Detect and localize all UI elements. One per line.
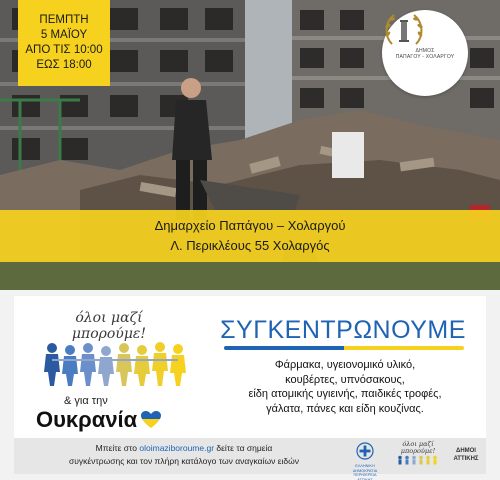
footer-line-1 bbox=[24, 442, 344, 455]
dimoi-line: ΔΗΜΟΙ bbox=[456, 448, 476, 454]
mini-people-chain-icon bbox=[396, 455, 440, 465]
laurel-column-icon bbox=[382, 10, 426, 50]
date-line-date: 5 ΜΑΪΟΥ bbox=[40, 29, 88, 41]
date-line-from: ΑΠΟ ΤΙΣ 10:00 bbox=[25, 44, 103, 56]
footer-bar bbox=[14, 438, 486, 480]
mini-slogan-line: όλοι μαζί bbox=[402, 440, 434, 448]
collected-items-list bbox=[210, 358, 480, 416]
campaign-section bbox=[0, 290, 500, 480]
logo-caption-line: ΔΗΜΟΣ bbox=[415, 48, 435, 54]
ukraine-title bbox=[36, 407, 161, 433]
region-attica-caption bbox=[346, 464, 384, 480]
items-line: κουβέρτες, υπνόσακους, bbox=[285, 373, 405, 386]
location-address: Λ. Περικλέους 55 Χολαργός bbox=[170, 238, 330, 253]
date-line-until: ΕΩΣ 18:00 bbox=[36, 59, 92, 71]
event-location-box bbox=[0, 210, 500, 262]
campaign-card bbox=[14, 296, 486, 480]
for-the-label: & για την bbox=[64, 395, 108, 407]
dimoi-line: ΑΤΤΙΚΗΣ bbox=[453, 455, 479, 462]
slogan-line: μπορούμε! bbox=[71, 326, 147, 342]
ukraine-heart-icon bbox=[141, 411, 161, 429]
date-line-day: ΠΕΜΠΤΗ bbox=[39, 14, 89, 26]
gov-caption-line: ΠΕΡΙΦΕΡΕΙΑ ΑΤΤΙΚΗΣ bbox=[353, 473, 377, 480]
collect-title: ΣΥΓΚΕΝΤΡΩΝΟΥΜΕ bbox=[220, 316, 466, 344]
region-attica-logo bbox=[346, 442, 384, 480]
footer-line-2: συγκέντρωσης και τον πλήρη κατάλογο των αναγκαίων ειδών bbox=[68, 456, 300, 466]
location-venue: Δημαρχείο Παπάγου – Χολαργού bbox=[154, 218, 346, 233]
items-line: είδη ατομικής υγιεινής, παιδικές τροφές, bbox=[248, 388, 442, 400]
footer-line-1-suffix: δείτε τα σημεία bbox=[214, 443, 273, 453]
event-date-box bbox=[18, 0, 110, 86]
items-line: Φάρμακα, υγειονομικό υλικό, bbox=[274, 359, 416, 371]
slogan-line: όλοι μαζί bbox=[75, 310, 143, 326]
footer-line-1-prefix: Μπείτε στο bbox=[95, 443, 140, 453]
municipality-logo bbox=[382, 10, 468, 96]
ukraine-label: Ουκρανία bbox=[36, 407, 138, 432]
people-chain-icon bbox=[42, 338, 192, 388]
items-line: γάλατα, πάνες και είδη κουζίνας. bbox=[266, 402, 424, 415]
website-link[interactable]: oloimaziboroume.gr bbox=[139, 443, 215, 453]
logo-caption-line: ΠΑΠΑΓΟΥ - ΧΟΛΑΡΓΟΥ bbox=[395, 54, 455, 60]
collect-title-underline bbox=[224, 346, 464, 350]
footer-info-text bbox=[24, 442, 344, 468]
gov-caption-line: ΕΛΛΗΝΙΚΗ ΔΗΜΟΚΡΑΤΙΑ bbox=[352, 464, 378, 473]
greek-emblem-icon bbox=[356, 442, 374, 460]
mini-campaign-logo bbox=[392, 441, 444, 467]
municipalities-attica-label bbox=[448, 448, 484, 463]
mini-slogan-line: μπορούμε! bbox=[400, 447, 436, 455]
